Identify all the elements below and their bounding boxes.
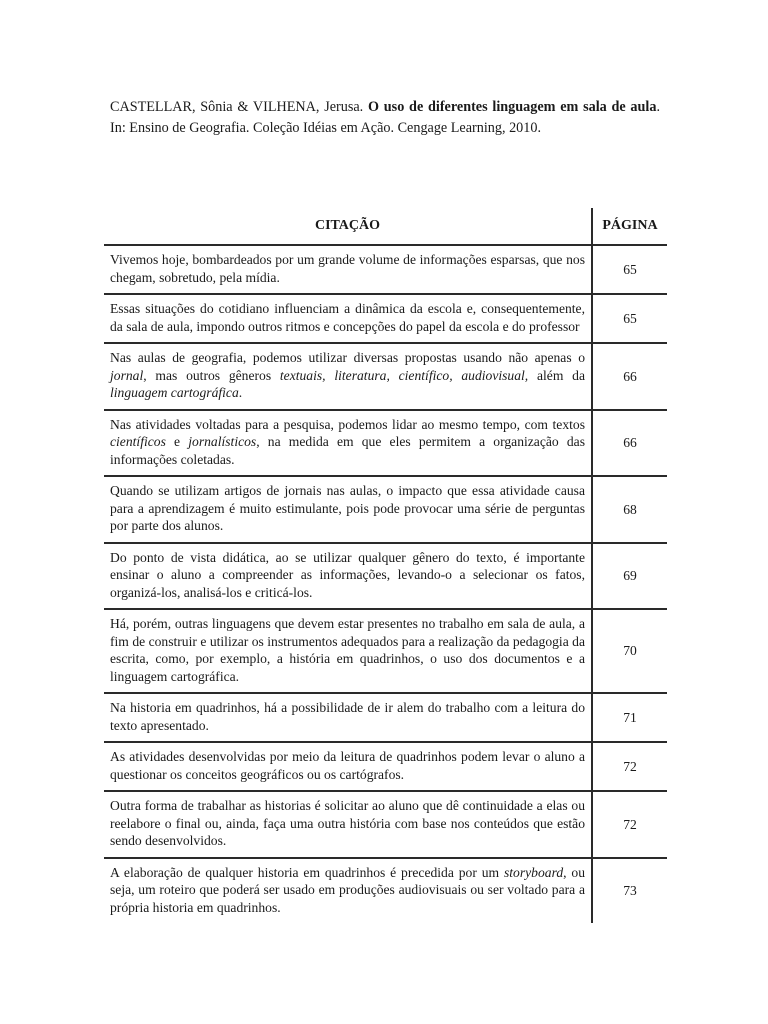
citation-text: Há, porém, outras linguagens que devem estar presentes no trabalho em sala de aula, a fim de construir e utilizar os instrumentos adequados para a realização da pedagogia da escrita, como, por exemplo, a história em quadrinhos, o uso dos documentos e a linguagem cartográfica. [110,616,585,684]
citation-text: Nas atividades voltadas para a pesquisa, podemos lidar ao mesmo tempo, com textos [110,416,585,432]
header-citation: CITAÇÃO [104,208,592,245]
table-row [104,343,667,410]
table-row [104,609,667,693]
page-number-cell: 65 [592,245,667,294]
citation-italic-text: científicos [110,434,166,449]
citation-text: . [238,385,243,400]
citation-italic-text: jornal [110,367,144,383]
reference-authors: CASTELLAR, Sônia & VILHENA, Jerusa. [110,99,364,115]
table-row [104,791,667,858]
table-row [104,245,667,294]
page-number-cell: 72 [592,742,667,791]
table-body [104,245,667,923]
table-row [104,543,667,610]
reference-title: O uso de diferentes linguagem em sala de aula [368,99,657,115]
citation-italic-text: jornalísticos [188,434,257,449]
table-row [104,410,667,477]
citation-cell [104,858,592,924]
page-number-cell: 68 [592,476,667,543]
table-row [104,294,667,343]
citation-text: Outra forma de trabalhar as historias é solicitar ao aluno que dê continuidade a elas ou reelabore o final ou, ainda, faça uma outra história com base nos conteúdos que estão sendo desenvolvidos. [110,798,585,848]
page-number-cell: 65 [592,294,667,343]
page-number-cell: 71 [592,693,667,742]
citation-text: Quando se utilizam artigos de jornais nas aulas, o impacto que essa atividade causa para a aprendizagem é muito estimulante, pois pode provocar uma série de perguntas por parte dos alunos. [110,483,585,533]
citation-cell [104,294,592,343]
citation-cell [104,543,592,610]
citations-table [104,208,667,923]
citation-cell [104,742,592,791]
citation-cell [104,693,592,742]
citation-text: A elaboração de qualquer historia em quadrinhos é precedida por um [110,864,504,880]
citation-text: Na historia em quadrinhos, há a possibilidade de ir alem do trabalho com a leitura do texto apresentado. [110,700,585,733]
citation-cell [104,476,592,543]
page-number-cell: 72 [592,791,667,858]
citation-italic-text: linguagem cartográfica [110,385,239,400]
citation-text: Nas aulas de geografia, podemos utilizar diversas propostas usando não apenas o [110,350,585,365]
citation-cell [104,791,592,858]
page-number-cell: 70 [592,609,667,693]
citation-text: Vivemos hoje, bombardeados por um grande volume de informações esparsas, que nos chegam, sobretudo, pela mídia. [110,252,585,285]
citation-text: , na medida em que eles permitem a organização das informações coletadas. [110,434,585,467]
page-number-cell: 69 [592,543,667,610]
citation-italic-text: storyboard [503,864,564,880]
citation-text: Essas situações do cotidiano influenciam a dinâmica da escola e, consequentemente, da sala de aula, impondo outros ritmos e concepções do papel da escola e do professor [110,301,585,334]
citation-text: , mas outros gêneros [143,367,280,383]
citation-text: , ou seja, um roteiro que poderá ser usado em produções audiovisuais ou ser voltado para a própria historia em quadrinhos. [110,864,586,915]
table-row [104,476,667,543]
citation-cell [104,245,592,294]
page-number-cell: 73 [592,858,667,924]
citation-italic-text: textuais, literatura, científico, audiovisual, [279,367,529,383]
table-row [104,693,667,742]
citation-cell [104,410,592,477]
table-row [104,858,667,924]
citation-cell [104,343,592,410]
page-number-cell: 66 [592,343,667,410]
table-row [104,742,667,791]
citation-text: e [165,434,189,449]
citation-text: além da [528,367,586,383]
citation-text: As atividades desenvolvidas por meio da leitura de quadrinhos podem levar o aluno a questionar os conceitos geográficos ou os cartógrafos. [110,749,585,782]
citation-cell [104,609,592,693]
bibliographic-reference [110,97,660,139]
page-number-cell: 66 [592,410,667,477]
header-page: PÁGINA [592,208,667,245]
citation-text: Do ponto de vista didática, ao se utilizar qualquer gênero do texto, é importante ensinar o aluno a compreender as informações, levando-o a selecionar os fatos, organizá-los, analisá-los e criticá-los. [110,549,585,600]
table-header-row [104,208,667,245]
reference-source: . In: Ensino de Geografia. Coleção Idéias em Ação. Cengage Learning, 2010. [110,99,660,136]
